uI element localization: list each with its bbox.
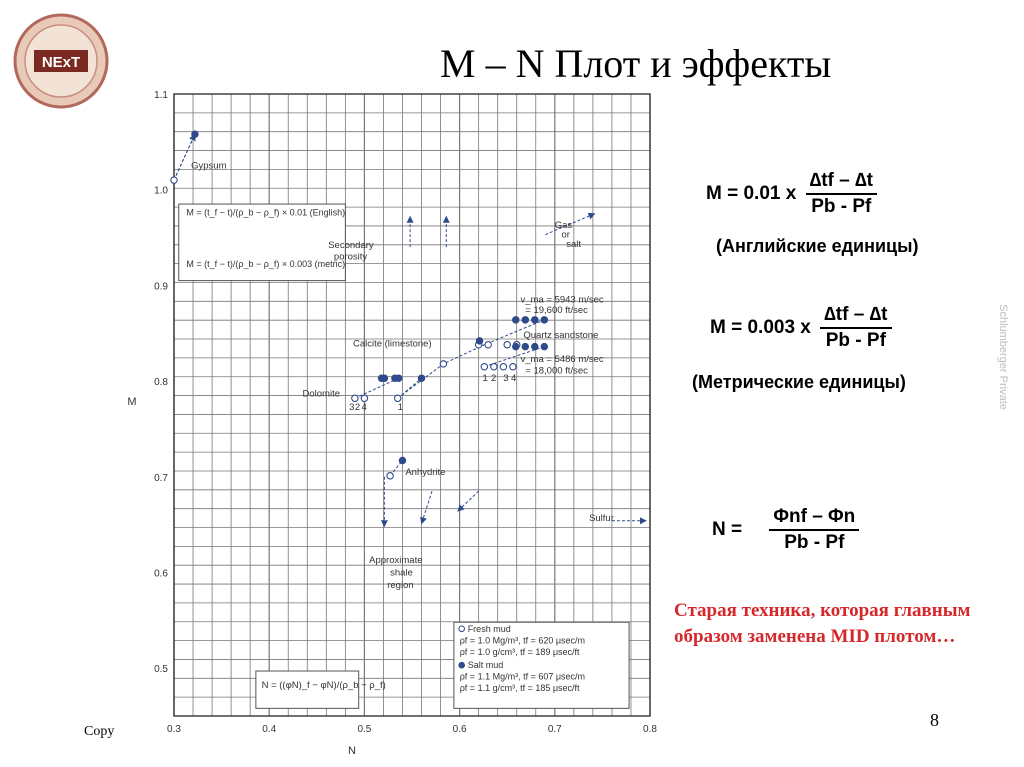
salt-mud-point	[522, 343, 528, 349]
salt-mud-point	[532, 317, 538, 323]
chart-annotation: v_ma = 5943 m/sec	[520, 294, 604, 306]
legend-entry: Salt mud	[467, 660, 504, 671]
chart-annotation: or	[561, 229, 570, 241]
chart-annotation: Sulfur	[589, 512, 614, 524]
formula-m-english-num: ∆tf – ∆t	[806, 170, 877, 195]
units-english: (Английские единицы)	[716, 236, 919, 256]
y-tick-label: 1.0	[154, 185, 168, 197]
salt-mud-point	[513, 317, 519, 323]
formula-m-english	[706, 170, 877, 218]
x-tick-label: 0.5	[357, 724, 372, 735]
legend-entry: ρf = 1.0 Mg/m³, tf = 620 μsec/m	[459, 635, 586, 646]
formula-m-metric-den: Pb - Pf	[825, 330, 886, 351]
chart-annotation: 2	[491, 373, 497, 385]
salt-mud-point	[541, 317, 547, 323]
salt-mud-point	[476, 338, 482, 344]
guide-arrow	[422, 491, 432, 524]
fresh-mud-point	[481, 364, 487, 370]
formula-m-english-den: Pb - Pf	[811, 196, 872, 217]
salt-mud-point	[522, 317, 528, 323]
formula-m-english-lhs: M = 0.01 x	[706, 183, 797, 205]
chart-annotation: Calcite (limestone)	[352, 338, 432, 350]
fresh-mud-point	[387, 473, 393, 479]
formula-m-metric	[710, 304, 892, 352]
fresh-mud-point	[395, 395, 401, 401]
fresh-mud-point	[510, 364, 516, 370]
legend-entry: Fresh mud	[467, 623, 511, 634]
chart-annotation: = 18,000 ft/sec	[525, 365, 588, 377]
y-tick-label: 0.5	[154, 664, 168, 676]
formula-m-english-fraction	[806, 170, 877, 218]
salt-mud-point	[513, 343, 519, 349]
x-axis-label: N	[348, 745, 356, 757]
salt-mud-point	[399, 457, 405, 463]
guide-arrow	[458, 491, 479, 511]
copyright-text: Copy	[84, 724, 115, 739]
y-tick-label: 0.7	[154, 472, 168, 484]
page-title: M – N Плот и эффекты	[440, 41, 832, 86]
chart-annotation: Dolomite	[302, 388, 341, 400]
y-tick-label: 0.6	[154, 568, 168, 580]
next-logo	[12, 12, 110, 110]
fresh-mud-point	[491, 364, 497, 370]
legend-entry: ρf = 1.1 Mg/m³, tf = 607 μsec/m	[459, 671, 586, 682]
chart-annotation: 4	[511, 373, 517, 385]
x-tick-label: 0.3	[167, 724, 181, 735]
formula-n-den: Pb - Pf	[784, 532, 845, 553]
chart-annotation: shale	[390, 567, 413, 579]
guide-arrow	[174, 134, 195, 180]
fresh-mud-point	[440, 361, 446, 367]
legend-entry: ρf = 1.0 g/cm³, tf = 189 μsec/ft	[459, 646, 580, 657]
chart-annotation: region	[387, 579, 414, 591]
y-axis-label: M	[127, 396, 137, 408]
legend-marker	[459, 626, 465, 632]
formula-n-lhs: N =	[712, 519, 743, 541]
watermark-text: Schlumberger Private	[997, 304, 1009, 410]
watermark	[990, 285, 1012, 435]
x-tick-label: 0.4	[262, 724, 277, 735]
chart-annotation: Gypsum	[191, 160, 227, 172]
salt-mud-point	[192, 131, 198, 137]
chart-annotation: v_ma = 5486 m/sec	[520, 353, 604, 365]
y-tick-label: 0.8	[154, 377, 168, 389]
fresh-mud-point	[171, 177, 177, 183]
fresh-mud-point	[504, 342, 510, 348]
fresh-mud-point	[500, 364, 506, 370]
chart-annotation: salt	[566, 239, 582, 251]
note-text: Старая техника, которая главным образом заменена MID плотом…	[674, 600, 971, 647]
chart-annotation: 4	[361, 401, 367, 413]
y-tick-label: 1.1	[154, 90, 168, 101]
chart-annotation: Approximate	[369, 554, 423, 566]
salt-mud-point	[395, 375, 401, 381]
chart-annotation: 1	[482, 373, 488, 385]
chart-annotation: = 19,600 ft/sec	[525, 305, 588, 317]
chart-annotation: 1	[397, 401, 404, 413]
units-metric: (Метрические единицы)	[692, 372, 906, 392]
fresh-mud-point	[361, 395, 367, 401]
x-tick-label: 0.8	[643, 724, 657, 735]
chart-annotation: M = (t_f − t)/(ρ_b − ρ_f) × 0.003 (metric)	[186, 259, 346, 270]
logo-text: NExT	[41, 54, 81, 71]
chart-annotation: 3	[503, 373, 509, 385]
formula-n-num: Φnf – Φn	[769, 506, 859, 531]
chart-boxes	[179, 204, 629, 708]
salt-mud-point	[532, 343, 538, 349]
chart-annotation: N = ((φN)_f − φN)/(ρ_b − ρ_f)	[261, 680, 386, 692]
fresh-mud-point	[352, 395, 358, 401]
x-tick-label: 0.6	[452, 724, 467, 735]
legend-entry: ρf = 1.1 g/cm³, tf = 185 μsec/ft	[459, 683, 580, 694]
chart-annotation: 3	[349, 401, 355, 413]
chart-points	[171, 131, 548, 479]
chart-annotation: Secondary	[328, 240, 374, 252]
y-tick-label: 0.9	[154, 281, 168, 293]
legend-marker	[459, 662, 465, 668]
mn-plot-chart	[110, 80, 670, 760]
page-number: 8	[930, 710, 939, 730]
formula-m-metric-num: ∆tf – ∆t	[820, 304, 891, 329]
chart-annotation: Quartz sandstone	[523, 330, 599, 342]
chart-annotation: 2	[354, 401, 361, 413]
chart-annotation: porosity	[333, 251, 368, 263]
formula-n-fraction	[769, 506, 859, 554]
formula-m-metric-fraction	[820, 304, 891, 352]
salt-mud-point	[381, 375, 387, 381]
formula-m-metric-lhs: M = 0.003 x	[710, 317, 811, 339]
chart-annotation: M = (t_f − t)/(ρ_b − ρ_f) × 0.01 (English)	[186, 207, 346, 218]
x-tick-label: 0.7	[547, 724, 562, 735]
salt-mud-point	[541, 343, 547, 349]
chart-annotation: Anhydrite	[405, 466, 446, 478]
formula-n	[712, 506, 859, 554]
chart-annotation: Gas	[554, 219, 573, 231]
fresh-mud-point	[485, 342, 491, 348]
salt-mud-point	[418, 375, 424, 381]
